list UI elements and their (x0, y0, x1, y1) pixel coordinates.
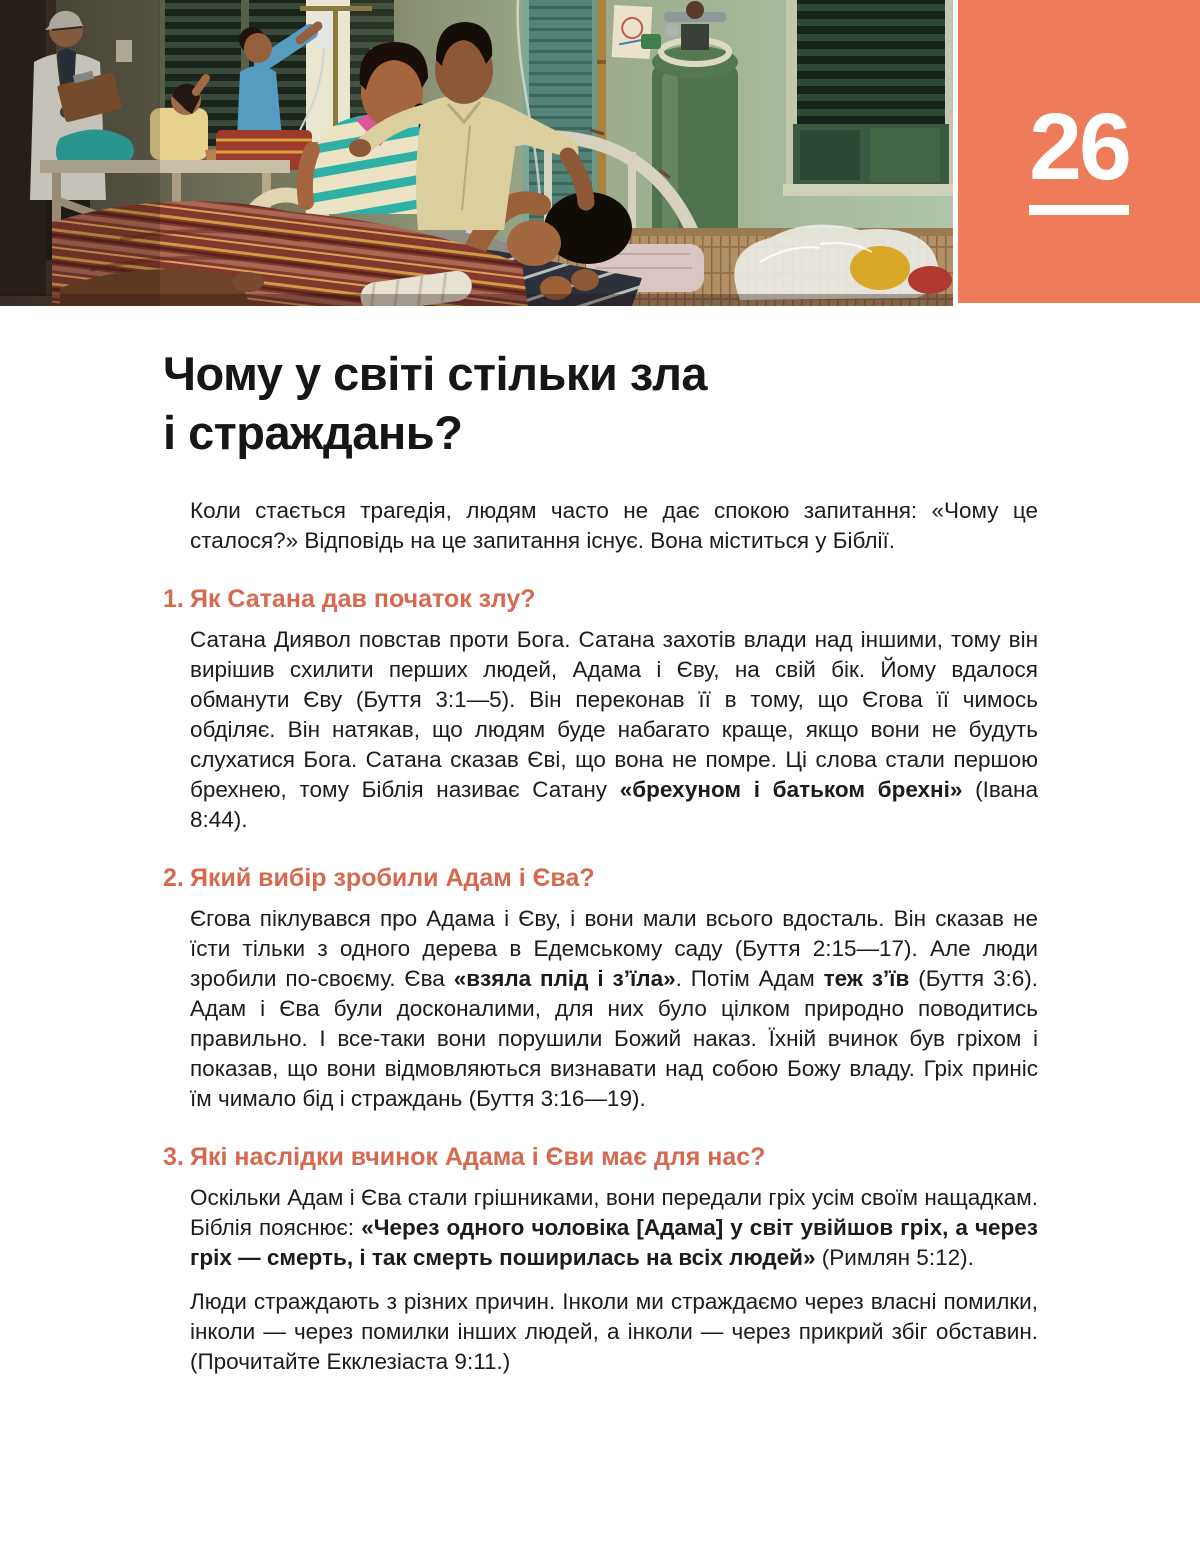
intro-paragraph: Коли стається трагедія, людям часто не дає спокою запитання: «Чому це сталося?» Відповідь на це запитання існує. Вона міститься у Біблії. (190, 498, 1038, 553)
content (163, 344, 1038, 1391)
section-number: 2. (163, 864, 184, 892)
section-number: 1. (163, 585, 184, 613)
text-run: . Потім Адам (675, 966, 824, 991)
text-run: Єгова піклувався про Адама і Єву, і вони мали всього вдосталь. Він сказав не їсти тільки з одного дерева в Едемському саду (Буття 2:15—17). Але люди зробили по-своєму. Єва (190, 906, 1038, 991)
section-heading-text: Який вибір зробили Адам і Єва? (190, 864, 595, 892)
bold-scripture-quote: «взяла плід і з’їла» (453, 966, 676, 991)
text-run: Сатана Диявол повстав проти Бога. Сатана захотів влади над іншими, тому він вирішив схилити перших людей, Адама і Єву, на свій бік. Йому вдалося обманути Єву (Буття 3:1—5). Він переконав її в тому, що Єгова її чимось обділяє. Він натякав, що людям буде набагато краще, якщо вони не будуть слухатися Бога. Сатана сказав Єві, що вона не помре. Ці слова стали першою брехнею, тому Біблія називає Сатану (190, 627, 1038, 802)
text-run: (Івана 8:44). (190, 777, 1038, 832)
page-title-line-1: Чому у світі стільки зла (163, 347, 708, 400)
bold-scripture-quote: «брехуном і батьком брехні» (619, 777, 963, 802)
section (163, 862, 1038, 1114)
section-number: 3. (163, 1143, 184, 1171)
section-heading-text: Які наслідки вчинок Адама і Єви має для нас? (190, 1143, 766, 1171)
text-run: (Римлян 5:12). (815, 1245, 974, 1270)
hero (0, 0, 1200, 306)
page-title (163, 344, 1038, 462)
lesson-number: 26 (1029, 93, 1129, 200)
text-run: Люди страждають з різних причин. Інколи ми страждаємо через власні помилки, інколи — через помилки інших людей, а інколи — через прикрий збіг обставин. (Прочитайте Екклезіаста 9:11.) (190, 1289, 1038, 1374)
section (163, 583, 1038, 835)
bold-scripture-quote: теж з’їв (823, 966, 910, 991)
paragraph (190, 1287, 1038, 1377)
lesson-number-badge (958, 0, 1200, 303)
badge-underline (1029, 205, 1129, 215)
paragraph (190, 625, 1038, 835)
section-heading (163, 862, 1038, 894)
bold-scripture-quote: «Через одного чоловіка [Адама] у світ увійшов гріх, а через гріх — смерть, і так смерть поширилась на всіх людей» (190, 1215, 1038, 1270)
sections (163, 583, 1038, 1377)
section-heading (163, 583, 1038, 615)
text-run: Оскільки Адам і Єва стали грішниками, вони передали гріх усім своїм нащадкам. Біблія пояснює: (190, 1185, 1038, 1240)
hospital-scene-illustration (0, 0, 953, 306)
page-title-line-2: і страждань? (163, 406, 463, 459)
hero-photo (0, 0, 953, 306)
text-run: (Буття 3:6). Адам і Єва були досконалими, для них було цілком природно поводитись правильно. І все-таки вони порушили Божий наказ. Їхній вчинок був гріхом і показав, що вони відмовляються визнавати над собою Божу владу. Гріх приніс їм чимало бід і страждань (Буття 3:16—19). (190, 966, 1038, 1111)
paragraph (190, 904, 1038, 1114)
paragraph (190, 1183, 1038, 1273)
section (163, 1141, 1038, 1377)
section-heading (163, 1141, 1038, 1173)
section-heading-text: Як Сатана дав початок злу? (190, 585, 536, 613)
